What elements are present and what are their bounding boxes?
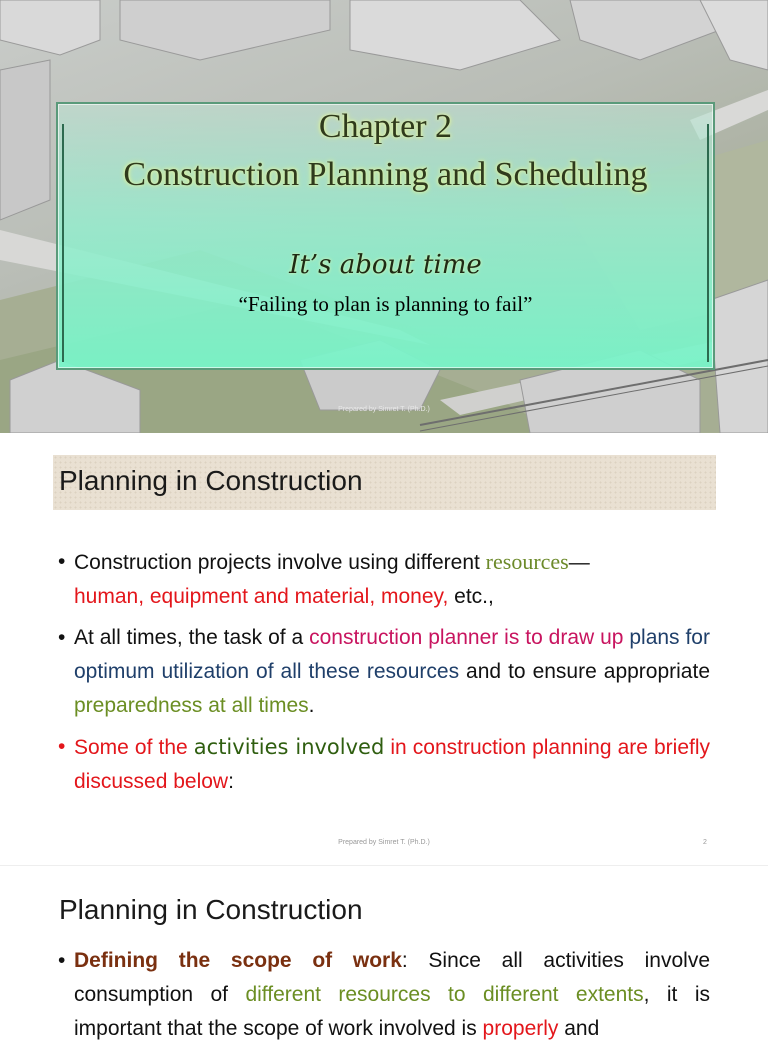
bullet-text: At all times, the task of a — [74, 626, 310, 649]
chapter-label: Chapter 2 — [318, 108, 453, 145]
highlight-scope: Defining the scope of work — [74, 949, 402, 972]
bullet-list — [58, 545, 710, 806]
heading-bar — [53, 455, 716, 510]
content-slide-3 — [0, 866, 768, 1040]
highlight-resource-types: human, equipment and material, money, — [74, 585, 449, 608]
tagline: It’s about time — [289, 250, 482, 280]
page-number: 2 — [703, 839, 707, 846]
slide-footer: Prepared by Simret T. (Ph.D.) — [338, 406, 430, 413]
title-slide — [0, 0, 768, 433]
title-box — [56, 102, 715, 370]
bullet-text: : Since all activities involve consumption of — [74, 949, 710, 1006]
slide-footer: Prepared by Simret T. (Ph.D.) — [338, 839, 430, 846]
slide-title: Construction Planning and Scheduling — [123, 156, 648, 193]
highlight-extents: different resources to different extents — [245, 983, 644, 1006]
slide-heading: Planning in Construction — [59, 894, 363, 925]
bullet-text: — — [568, 551, 590, 574]
content-slide-2 — [0, 433, 768, 865]
bullet-marker: • — [58, 626, 66, 649]
bullet-marker: • — [58, 735, 66, 758]
bullet-text: : — [228, 770, 234, 793]
highlight-properly: properly — [482, 1017, 559, 1040]
bullet-item — [58, 545, 710, 614]
highlight-planner: construction planner is to draw up — [309, 626, 624, 649]
bullet-item — [58, 621, 710, 723]
bullet-text: Construction projects involve using different — [74, 551, 486, 574]
bullet-list — [58, 944, 710, 1053]
bullet-text: , it is important that the scope of work involved is — [74, 983, 710, 1040]
bullet-text: Some of the — [74, 736, 194, 759]
highlight-resources: resources — [485, 549, 569, 574]
highlight-utilization: plans for optimum utilization of all these resources — [74, 626, 710, 683]
bullet-item — [58, 730, 710, 799]
quote: “Failing to plan is planning to fail” — [238, 292, 533, 316]
highlight-activities: activities involved — [193, 735, 385, 759]
bullet-text: . — [308, 694, 315, 717]
highlight-preparedness: preparedness at all times — [74, 694, 309, 717]
bullet-marker: • — [58, 550, 66, 573]
bullet-marker: • — [58, 949, 66, 972]
bullet-text: and to ensure appropriate — [459, 660, 711, 683]
slide-heading: Planning in Construction — [59, 465, 363, 496]
bullet-text: and — [558, 1017, 600, 1040]
bullet-text: in construction planning are briefly discussed below — [74, 736, 710, 793]
bullet-text: etc., — [448, 585, 494, 608]
bullet-item — [58, 944, 710, 1046]
